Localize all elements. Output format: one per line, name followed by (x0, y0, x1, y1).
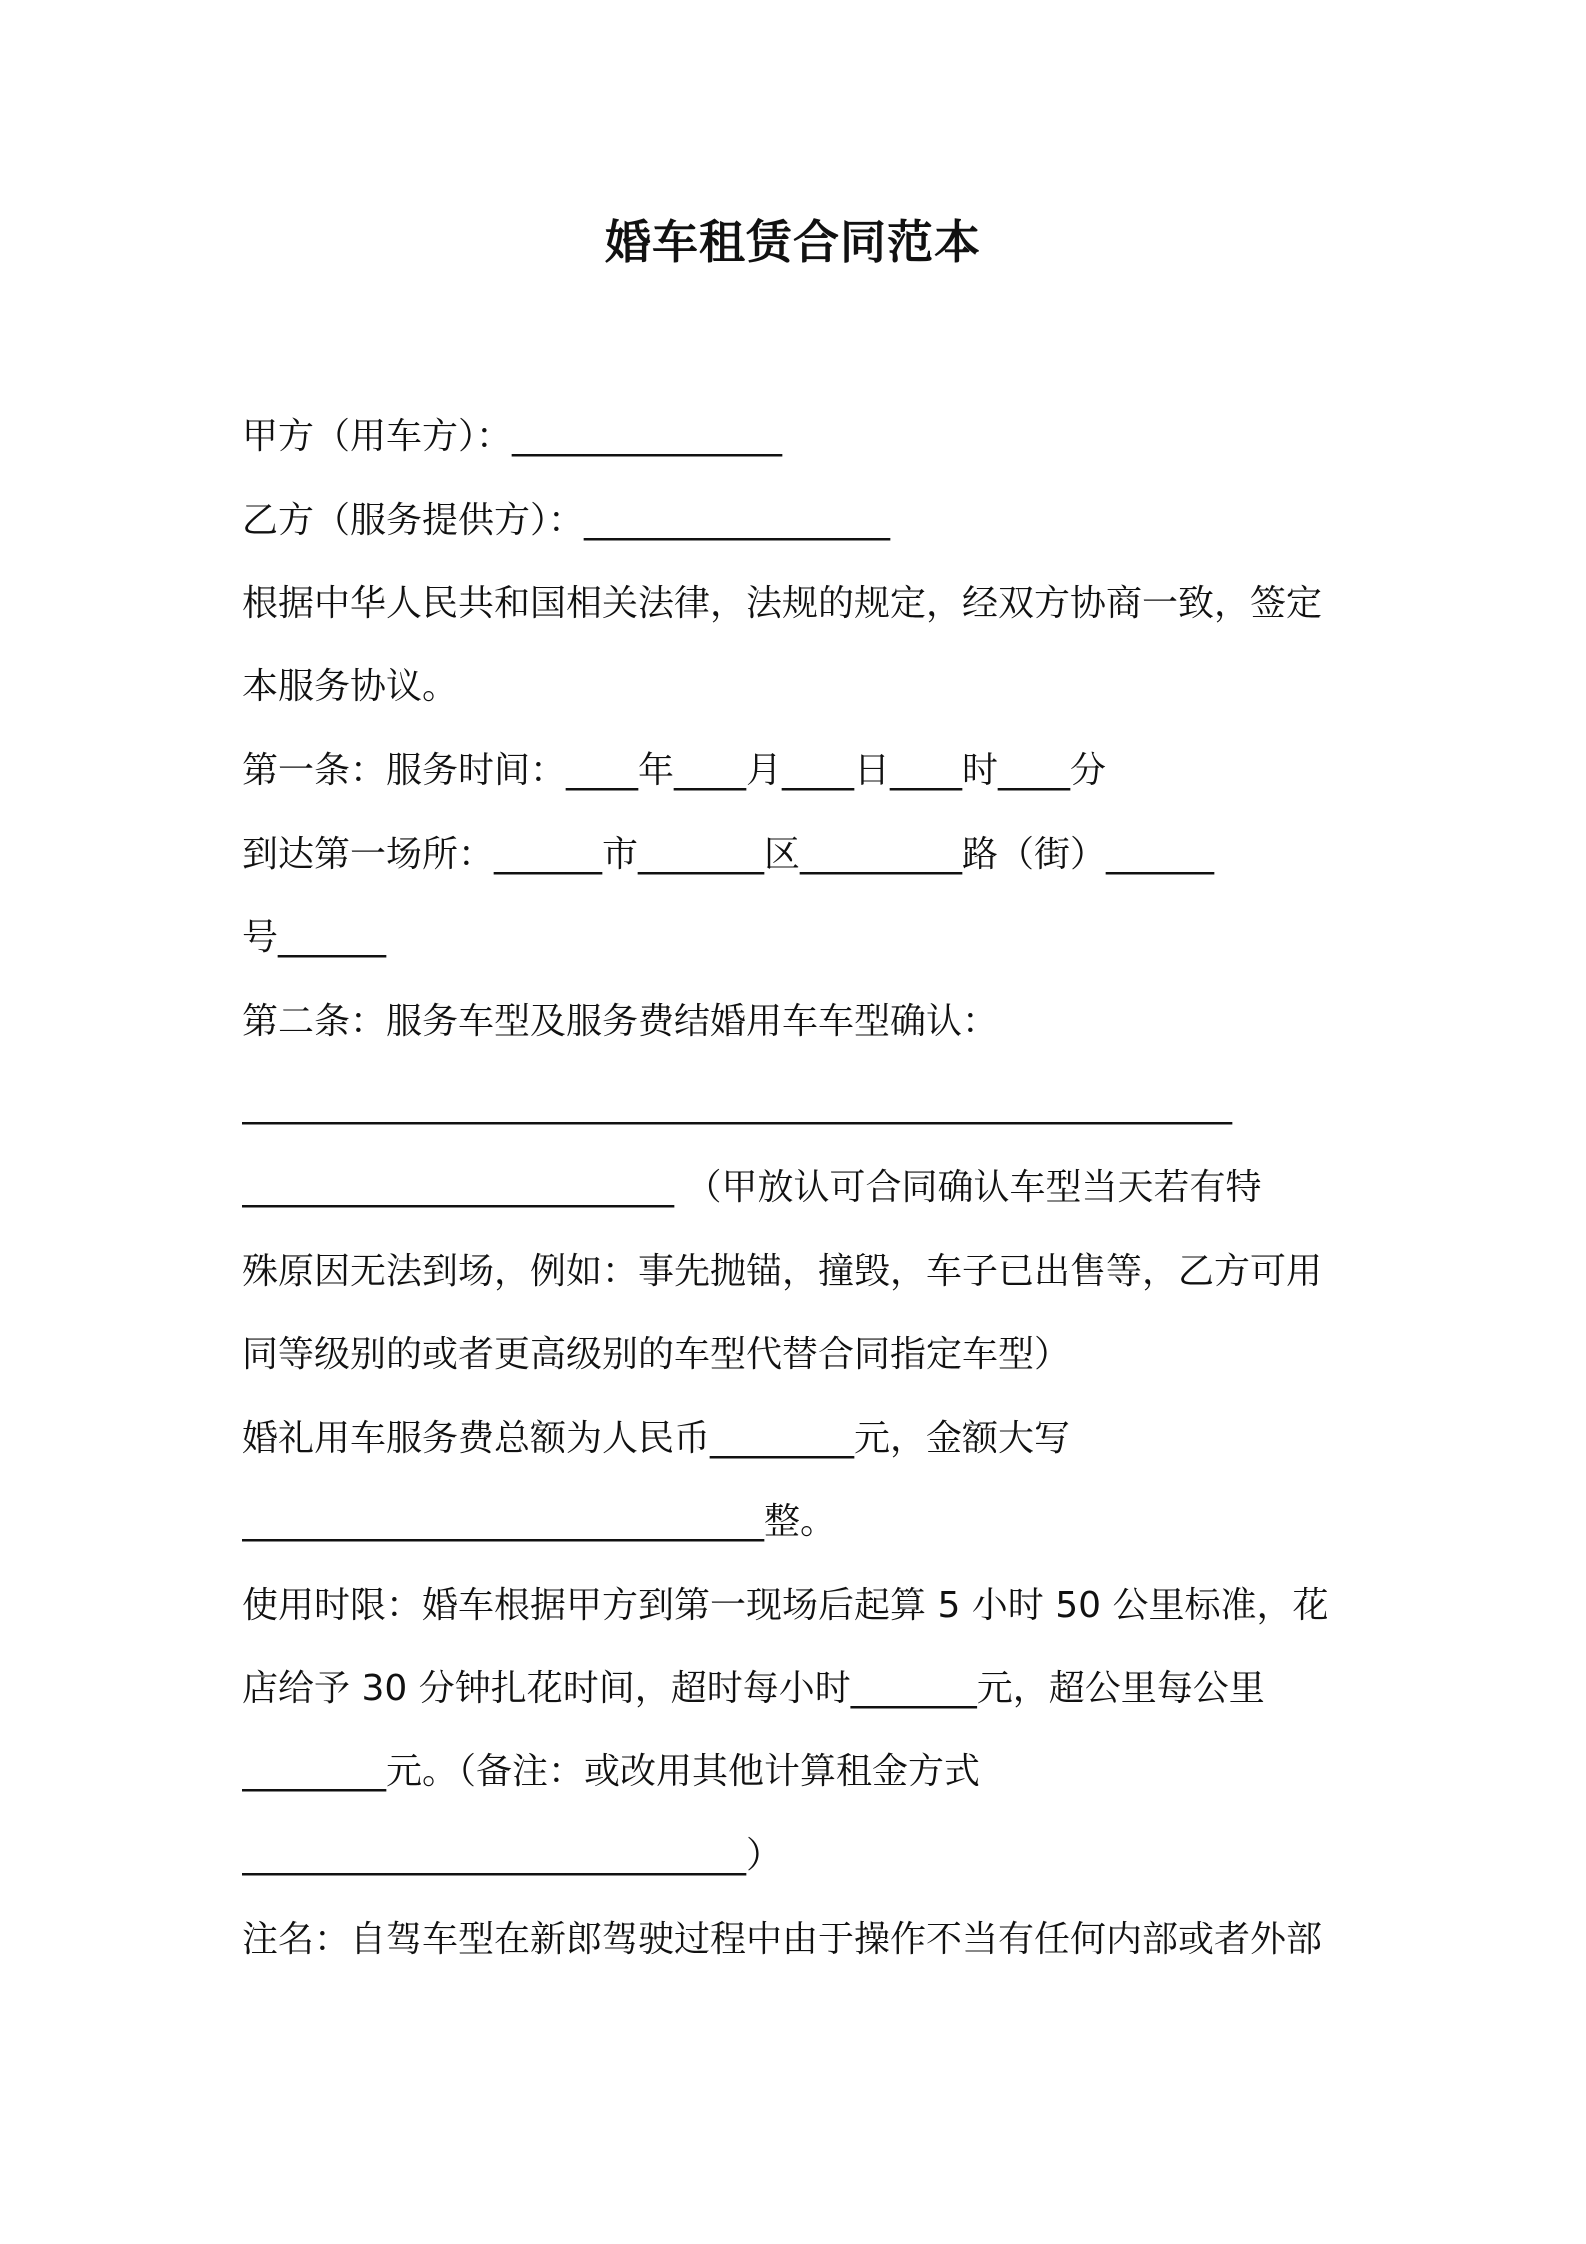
document-title: 婚车租赁合同范本 (605, 215, 981, 269)
substitution-clause-1: 殊原因无法到场，例如：事先抛锚，撞毁，车子已出售等，乙方可用 (242, 1251, 1323, 1292)
preamble-line-1: 根据中华人民共和国相关法律，法规的规定，经双方协商一致，签定 (242, 583, 1323, 624)
article-1-service-time: 第一条：服务时间：____年____月____日____时____分 (242, 750, 1107, 791)
substitution-clause-2: 同等级别的或者更高级别的车型代替合同指定车型） (242, 1334, 1071, 1375)
vehicle-model-blank-2: ________________________ （甲放认可合同确认车型当天若有特 (242, 1167, 1262, 1208)
preamble-line-2: 本服务协议。 (242, 666, 459, 707)
usage-limit-line-4: ____________________________） (242, 1835, 782, 1876)
usage-limit-line-1: 使用时限：婚车根据甲方到第一现场后起算 5 小时 50 公里标准，花 (242, 1585, 1329, 1626)
usage-limit-line-3: ________元。（备注：或改用其他计算租金方式 (242, 1751, 981, 1792)
service-fee-capital-line: _____________________________整。 (242, 1501, 836, 1542)
party-a-line: 甲方（用车方）：_______________ (242, 416, 783, 457)
note-line: 注名：自驾车型在新郎驾驶过程中由于操作不当有任何内部或者外部 (242, 1919, 1323, 1960)
service-fee-line: 婚礼用车服务费总额为人民币________元，金额大写 (242, 1418, 1071, 1459)
article-1-first-venue: 到达第一场所：______市_______区_________路（街）______ (242, 834, 1215, 875)
article-2-heading: 第二条：服务车型及服务费结婚用车车型确认： (242, 1001, 999, 1042)
vehicle-model-blank-1: _______________________________________________________ (242, 1084, 1232, 1125)
usage-limit-line-2: 店给予 30 分钟扎花时间，超时每小时_______元，超公里每公里 (242, 1668, 1265, 1709)
article-1-venue-number: 号______ (242, 917, 387, 958)
party-b-line: 乙方（服务提供方）：_________________ (242, 500, 891, 541)
